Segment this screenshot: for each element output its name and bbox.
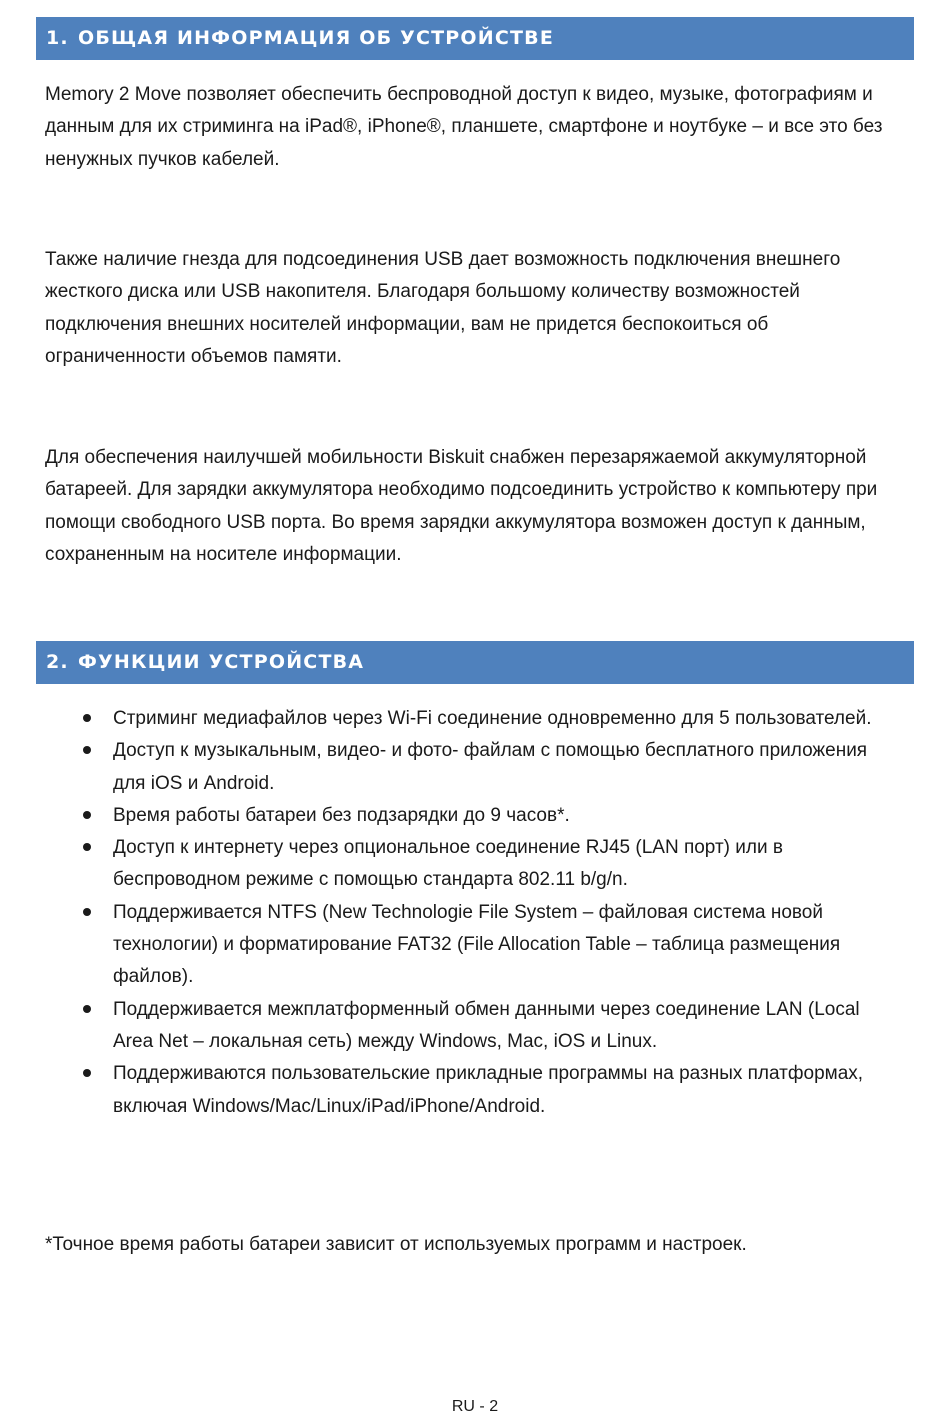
list-item-text: Поддерживаются пользовательские прикладные программы на разных платформах, включая Windows/Mac/Linux/iPad/iPhone/Android. (113, 1063, 864, 1117)
list-item-text: Стриминг медиафайлов через Wi-Fi соединение одновременно для 5 пользователей. (113, 708, 872, 729)
bullet-icon (83, 714, 91, 722)
section-2-number: 2. (46, 651, 69, 673)
list-item-text: Доступ к интернету через опциональное соединение RJ45 (LAN порт) или в беспроводном режиме с помощью стандарта 802.11 b/g/n. (113, 837, 783, 891)
list-item-text: Доступ к музыкальным, видео- и фото- файлам с помощью бесплатного приложения для iOS и Android. (113, 740, 868, 794)
list-item (80, 897, 890, 994)
list-item-text: Поддерживается межплатформенный обмен данными через соединение LAN (Local Area Net – локальная сеть) между Windows, Mac, iOS и Linux. (113, 998, 860, 1052)
list-item-text: Поддерживается NTFS (New Technologie File System – файловая система новой технологии) и форматирование FAT32 (File Allocation Table – таблица размещения файлов). (113, 901, 841, 988)
battery-footnote: *Точное время работы батареи зависит от используемых программ и настроек. (45, 1234, 747, 1255)
paragraph-usb-connection: Также наличие гнезда для подсоединения USB дает возможность подключения внешнего жесткого диска или USB накопителя. Благодаря большому количеству возможностей подключения внешних носителей информации, вам не придется беспокоиться об ограниченности объемов памяти. (45, 249, 841, 367)
page-number: RU - 2 (451, 1398, 499, 1415)
list-item (80, 735, 890, 800)
paragraph-overview: Memory 2 Move позволяет обеспечить беспроводной доступ к видео, музыке, фотографиям и данным для их стриминга на iPad®, iPhone®, планшете, смартфоне и ноутбуке – и все это без ненужных пучков кабелей. (45, 84, 883, 170)
list-item (80, 832, 890, 897)
bullet-icon (83, 908, 91, 916)
section-1-number: 1. (46, 27, 69, 49)
list-item (80, 800, 890, 832)
paragraph-battery: Для обеспечения наилучшей мобильности Biskuit снабжен перезаряжаемой аккумуляторной батареей. Для зарядки аккумулятора необходимо подсоединить устройство к компьютеру при помощи свободного USB порта. Во время зарядки аккумулятора возможен доступ к данным, сохраненным на носителе информации. (45, 447, 878, 565)
features-list (80, 703, 890, 1123)
bullet-icon (83, 811, 91, 819)
bullet-icon (83, 843, 91, 851)
bullet-icon (83, 746, 91, 754)
bullet-icon (83, 1069, 91, 1077)
bullet-icon (83, 1005, 91, 1013)
list-item (80, 703, 890, 735)
section-2-header (36, 641, 914, 684)
list-item-text: Время работы батареи без подзарядки до 9 часов*. (113, 804, 570, 826)
section-1-title: ОБЩАЯ ИНФОРМАЦИЯ ОБ УСТРОЙСТВЕ (78, 27, 555, 49)
list-item (80, 994, 890, 1059)
section-1-header (36, 17, 914, 60)
section-2-title: ФУНКЦИИ УСТРОЙСТВА (78, 651, 365, 673)
list-item (80, 1058, 890, 1123)
